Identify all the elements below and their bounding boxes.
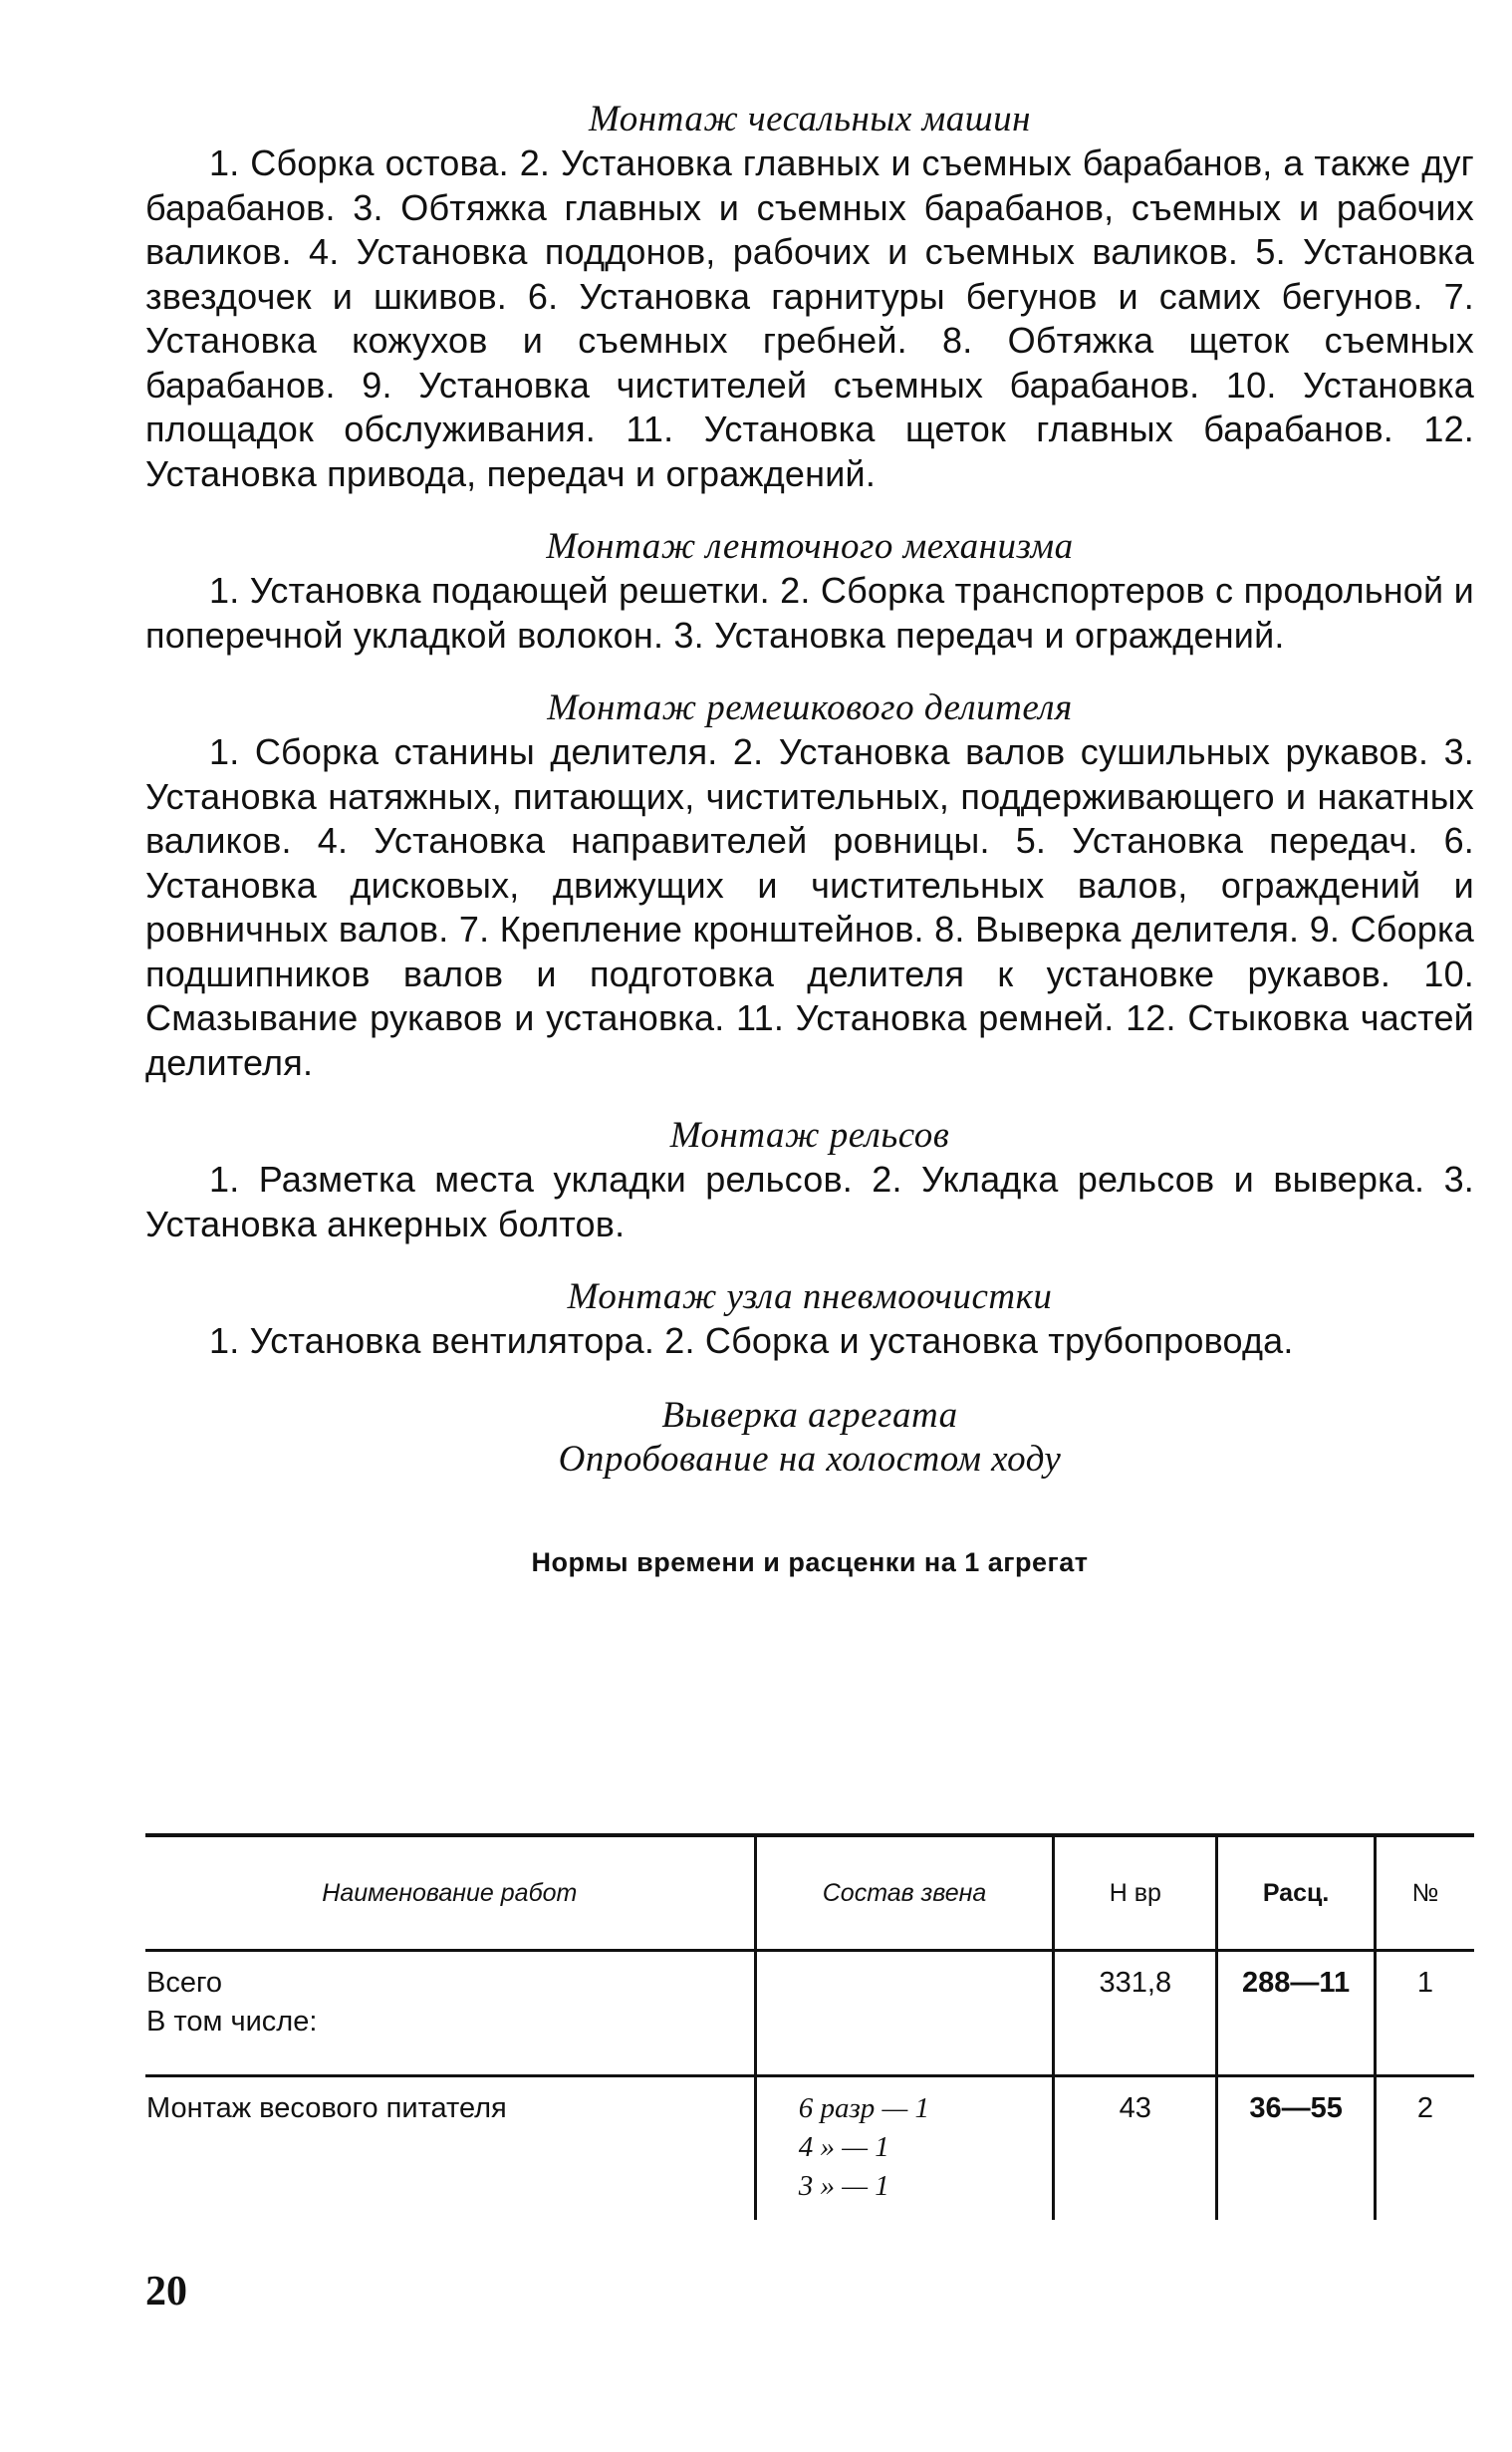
crew-cell xyxy=(755,1951,1054,2076)
page-number: 20 xyxy=(145,2269,187,2315)
work-name-cell xyxy=(145,2076,755,2221)
section-body: 1. Установка подающей решетки. 2. Сборка транспортеров с продольной и поперечной укладкой волокон. 3. Установка передач и ограждений. xyxy=(145,570,1474,656)
final-title-alignment: Выверка агрегата xyxy=(661,1394,958,1436)
section-strap-divider xyxy=(145,686,1474,1085)
work-name: Монтаж весового питателя xyxy=(146,2092,507,2124)
section-rails xyxy=(145,1114,1474,1246)
crew-line: 3 » — 1 xyxy=(798,2170,889,2202)
header-rate: Расц. xyxy=(1217,1835,1376,1951)
section-body: 1. Сборка станины делителя. 2. Установка валов сушильных рукавов. 3. Установка натяжных, питающих, чистительных, поддерживающего и накатных валиков. 4. Установка направителей ровницы. 5. Установка передач. 6. Установка дисковых, движущих и чистительных валов, ограждений и ровничных валов. 7. Крепление кронштейнов. 8. Выверка делителя. 9. Сборка подшипников валов и подготовка делителя к установке рукавов. 10. Смазывание рукавов и установка. 11. Установка ремней. 12. Стыковка частей делителя. xyxy=(145,731,1474,1083)
number-cell: 1 xyxy=(1375,1951,1474,2076)
section-body: 1. Разметка места укладки рельсов. 2. Укладка рельсов и выверка. 3. Установка анкерных болтов. xyxy=(145,1159,1474,1244)
section-carding xyxy=(145,98,1474,496)
table-row xyxy=(145,1951,1474,2076)
crew-line: 6 разр — 1 xyxy=(798,2092,930,2124)
section-pneumatic-cleaning xyxy=(145,1275,1474,1364)
work-name-subtitle: В том числе: xyxy=(146,2006,318,2038)
section-body: 1. Сборка остова. 2. Установка главных и съемных барабанов, а также дуг барабанов. 3. Обтяжка главных и съемных барабанов, съемных и рабочих валиков. 4. Установка поддонов, рабочих и съемных валиков. 5. Установка звездочек и шкивов. 6. Установка гарнитуры бегунов и самих бегунов. 7. Установка кожухов и съемных гребней. 8. Обтяжка щеток съемных барабанов. 9. Установка чистителей съемных барабанов. 10. Установка площадок обслуживания. 11. Установка щеток главных барабанов. 12. Установка привода, передач и ограждений. xyxy=(145,142,1474,494)
table-row xyxy=(145,2076,1474,2221)
crew-line: 4 » — 1 xyxy=(798,2131,889,2163)
number-cell: 2 xyxy=(1375,2076,1474,2221)
final-title-idle-test: Опробование на холостом ходу xyxy=(558,1438,1062,1480)
section-belt-mechanism xyxy=(145,525,1474,658)
header-work-name: Наименование работ xyxy=(145,1835,755,1951)
rate-cell: 36—55 xyxy=(1217,2076,1376,2221)
work-name-cell xyxy=(145,1951,755,2076)
norm-cell: 43 xyxy=(1054,2076,1217,2221)
page-content xyxy=(145,98,1474,1578)
crew-cell xyxy=(755,2076,1054,2221)
section-title: Монтаж чесальных машин xyxy=(589,99,1031,139)
work-name: Всего xyxy=(146,1967,223,1999)
table-caption: Нормы времени и расценки на 1 агрегат xyxy=(531,1546,1089,1577)
norm-cell: 331,8 xyxy=(1054,1951,1217,2076)
header-crew: Состав звена xyxy=(755,1835,1054,1951)
section-title: Монтаж ленточного механизма xyxy=(546,526,1074,567)
section-body: 1. Установка вентилятора. 2. Сборка и установка трубопровода. xyxy=(209,1320,1294,1361)
header-number: № xyxy=(1375,1835,1474,1951)
section-title: Монтаж ремешкового делителя xyxy=(547,687,1073,728)
norms-table xyxy=(145,1833,1474,2220)
rate-cell: 288—11 xyxy=(1217,1951,1376,2076)
header-norm: Н вр xyxy=(1054,1835,1217,1951)
table-header-row xyxy=(145,1835,1474,1951)
section-title: Монтаж узла пневмоочистки xyxy=(567,1276,1053,1317)
section-title: Монтаж рельсов xyxy=(669,1115,950,1156)
